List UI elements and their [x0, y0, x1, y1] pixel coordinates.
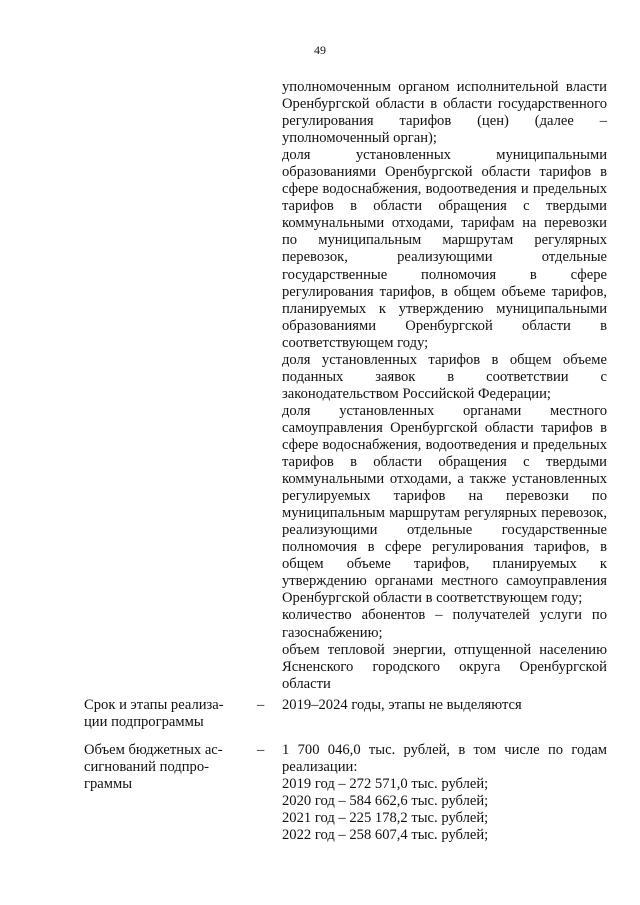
- budget-intro: 1 700 046,0 тыс. рублей, в том числе по годам реализации:: [282, 742, 607, 776]
- paragraph: доля установленных муниципальными образованиями Оренбургской области тарифов в сфере водоснабжения, водоотведения и предельных тарифов в области обращения с твердыми коммунальными отходами, тарифам на перевозки по муниципальным маршрутам регулярных перевозок, реализующими отдельные государственные полномочия в сфере регулирования тарифов, в общем объеме тарифов, планируемых к утверждению муниципальными образованиями Оренбургской области в соответствующем году;: [282, 147, 607, 351]
- paragraph: доля установленных тарифов в общем объеме поданных заявок в соответствии с законодательством Российской Федерации;: [282, 351, 607, 402]
- label-line: граммы: [84, 776, 133, 793]
- label-line: ции подпрограммы: [84, 714, 204, 731]
- year-allocation: 2022 год – 258 607,4 тыс. рублей;: [282, 827, 489, 844]
- paragraph: уполномоченным органом исполнительной власти Оренбургской области в области государственного регулирования тарифов (цен) (далее – уполномоченный орган);: [282, 79, 607, 147]
- page-number: 49: [314, 43, 326, 57]
- term-value: [282, 697, 607, 714]
- budget-value: [282, 742, 607, 844]
- label-line: сигнований подпро-: [84, 759, 210, 776]
- budget-label: [84, 742, 244, 793]
- label-line: Объем бюджетных ас-: [84, 742, 223, 758]
- year-allocation: 2021 год – 225 178,2 тыс. рублей;: [282, 810, 489, 827]
- term-label: [84, 697, 244, 731]
- paragraph: количество абонентов – получателей услуги по газоснабжению;: [282, 607, 607, 641]
- indicators-text-block: [282, 79, 607, 693]
- year-allocation: 2019 год – 272 571,0 тыс. рублей;: [282, 776, 489, 793]
- paragraph: доля установленных органами местного самоуправления Оренбургской области тарифов в сфере водоснабжения, водоотведения и предельных тарифов в области обращения с твердыми коммунальными отходами, а также установленных регулируемых тарифов на перевозки по муниципальным маршрутам регулярных перевозок, реализующими отдельные государственные полномочия в сфере регулирования тарифов, в общем объеме тарифов, планируемых к утверждению органами местного самоуправления Оренбургской области в соответствующем году;: [282, 402, 607, 607]
- term-dash: –: [257, 697, 265, 713]
- year-allocation: 2020 год – 584 662,6 тыс. рублей;: [282, 793, 489, 810]
- paragraph: объем тепловой энергии, отпущенной населению Ясненского городского округа Оренбургской области: [282, 641, 607, 692]
- term-value-text: 2019–2024 годы, этапы не выделяются: [282, 697, 522, 713]
- budget-dash: –: [257, 742, 265, 758]
- label-line: Срок и этапы реализа-: [84, 697, 224, 713]
